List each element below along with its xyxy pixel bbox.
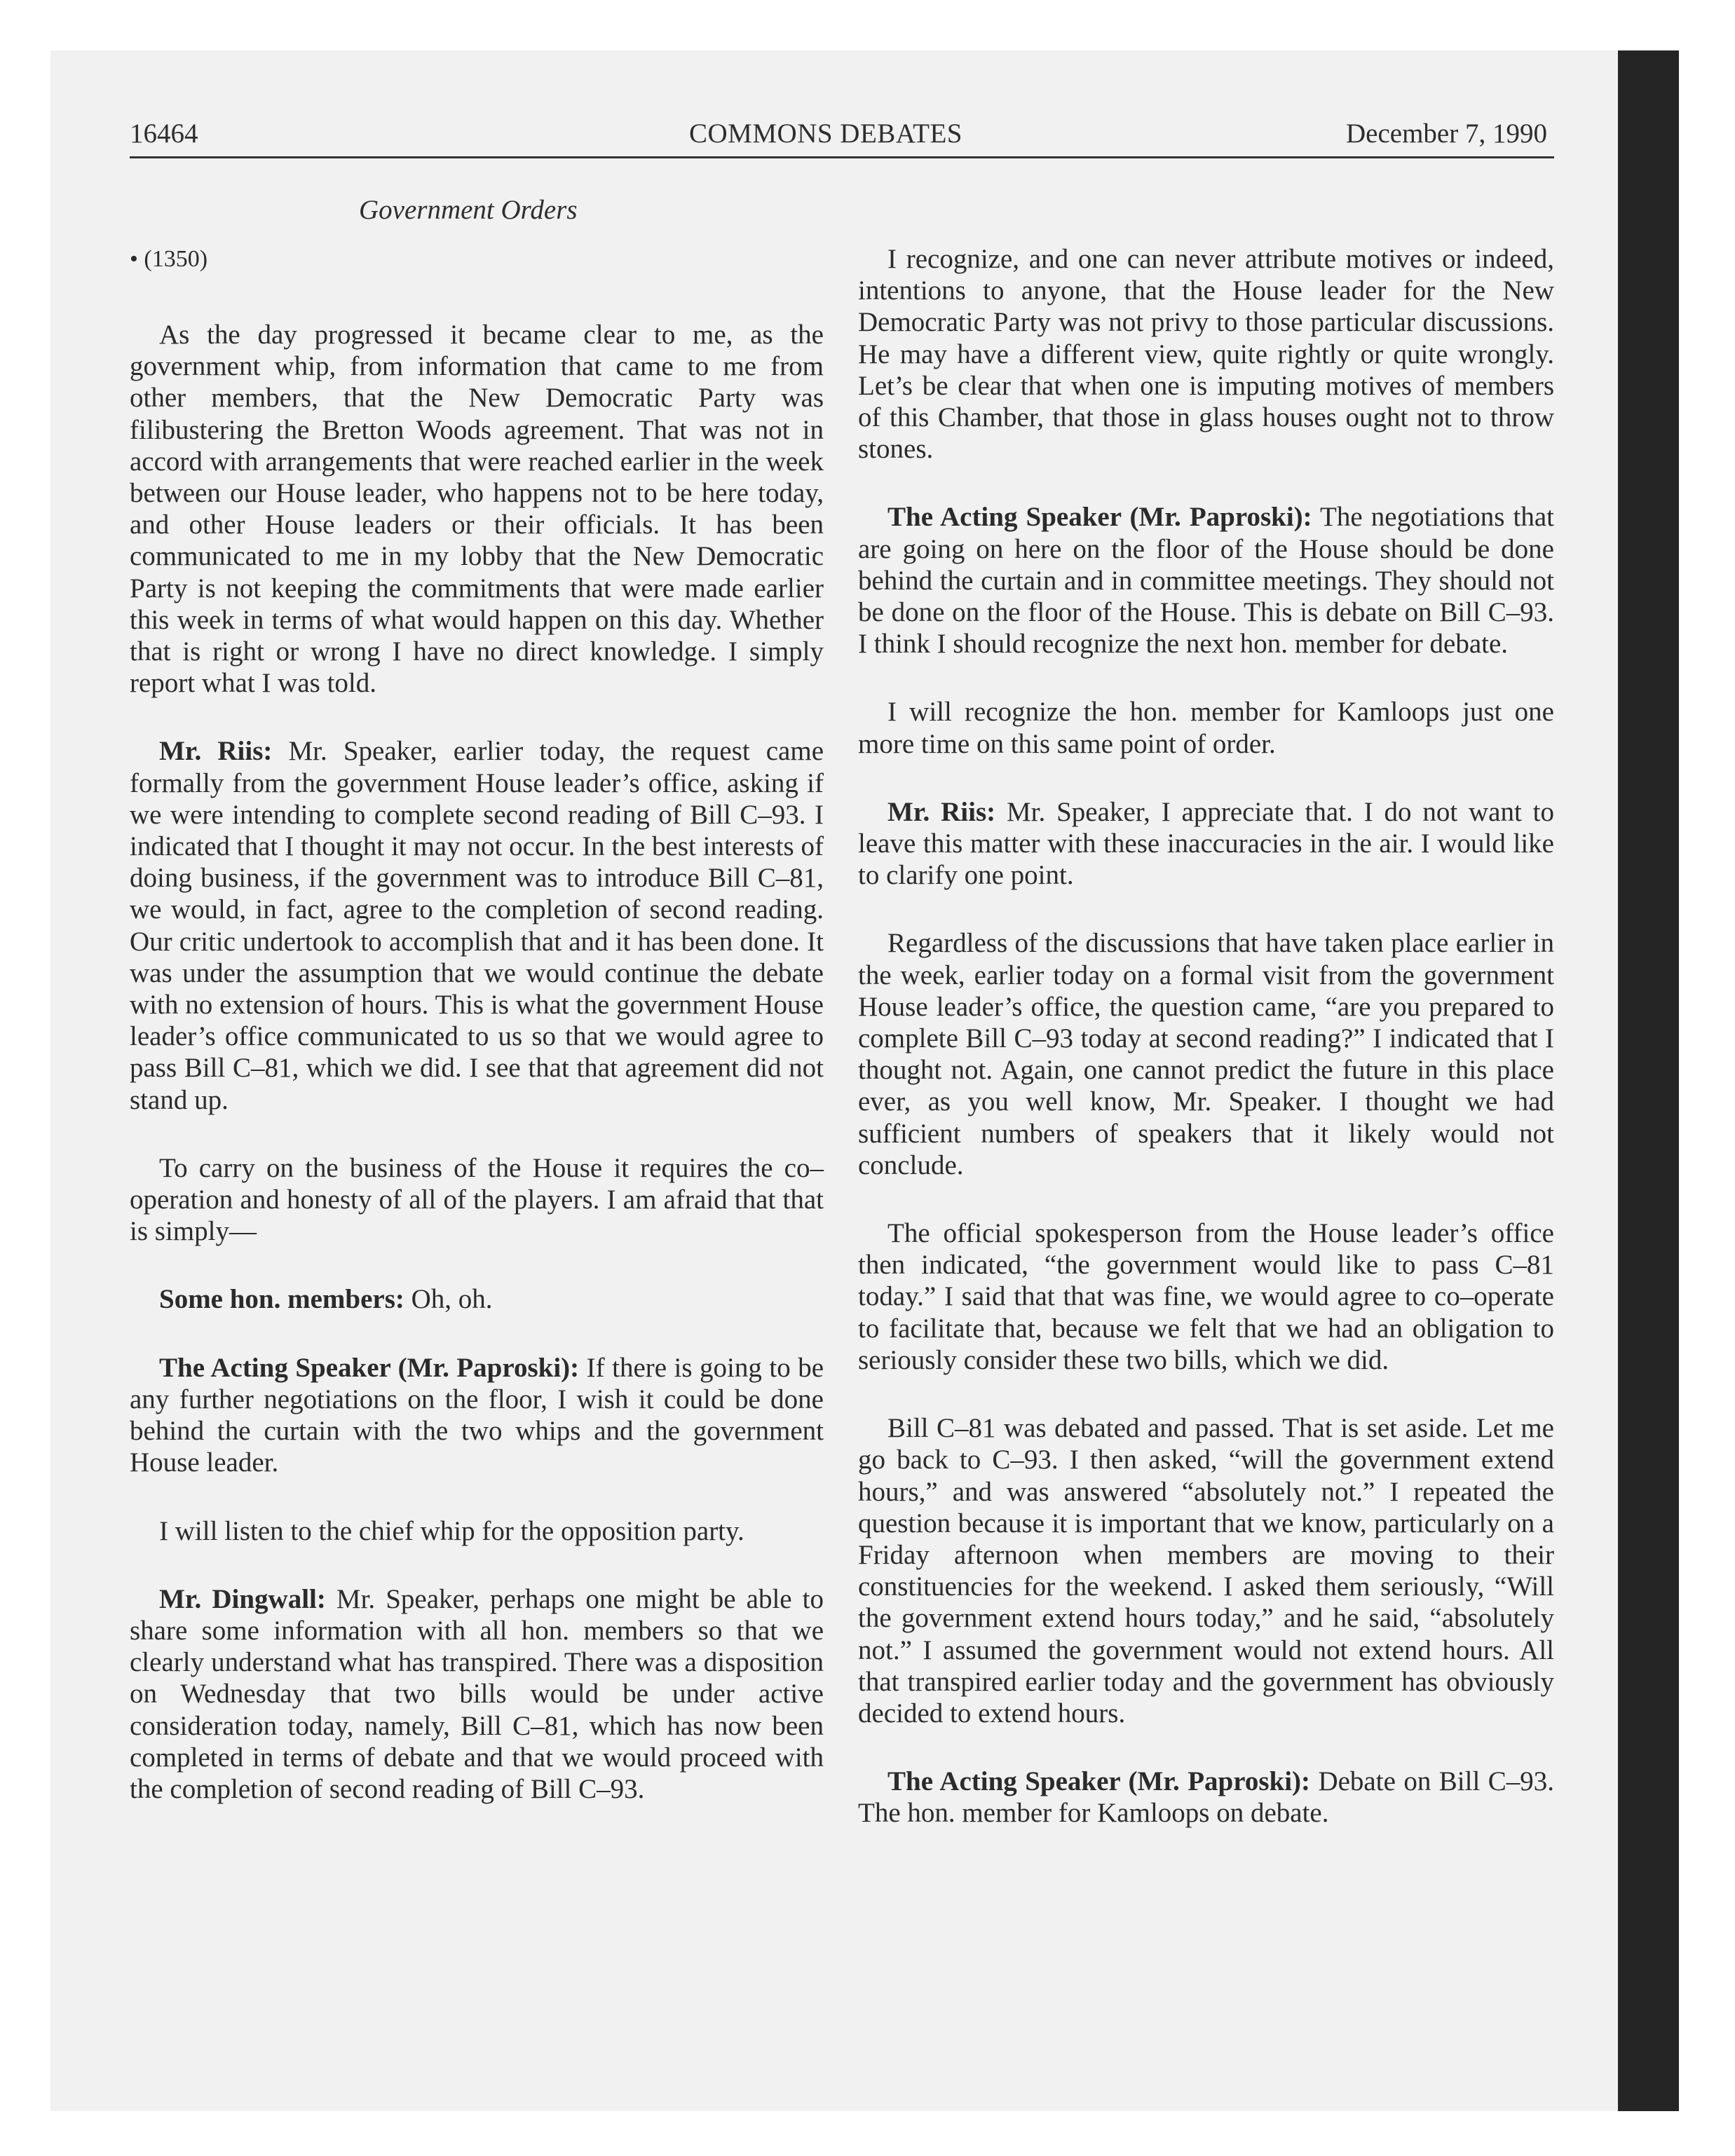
paragraph xyxy=(858,1766,1554,1829)
scan-dark-edge xyxy=(1618,50,1679,2111)
publication-date: December 7, 1990 xyxy=(1346,118,1547,149)
header-rule xyxy=(130,156,1554,158)
time-marker: • (1350) xyxy=(130,246,208,272)
paragraph-text: I recognize, and one can never attribute motives or indeed, intentions to anyone, that the House leader for the New Democratic Party was not privy to those particular discussions. He may have a different view, quite rightly or quite wrongly. Let’s be clear that when one is imputing motives of members of this Chamber, that those in glass houses ought not to throw stones. xyxy=(858,244,1554,465)
right-column xyxy=(858,243,1554,1866)
speaker-label: Mr. Riis: xyxy=(159,736,273,767)
paragraph xyxy=(858,696,1554,759)
paragraph xyxy=(858,501,1554,660)
paragraph xyxy=(130,1152,824,1248)
paragraph-text: Regardless of the discussions that have taken place earlier in the week, earlier today on a formal visit from the government House leader’s office, the question came, “are you prepared to complete Bill C–93 today at second reading?” I indicated that I thought not. Again, one cannot predict the future in this place ever, as you well know, Mr. Speaker. I thought we had sufficient numbers of speakers that it likely would not conclude. xyxy=(858,928,1554,1180)
paragraph-text: I will recognize the hon. member for Kamloops just one more time on this same point of order. xyxy=(858,697,1554,759)
paragraph xyxy=(858,1217,1554,1376)
speaker-label: The Acting Speaker (Mr. Paproski): xyxy=(887,502,1312,533)
paragraph-text: If there is going to be any further negotiations on the floor, I wish it could be done behind the curtain with the two whips and the government House leader. xyxy=(130,1352,824,1478)
page-number: 16464 xyxy=(130,118,198,149)
speaker-label: Some hon. members: xyxy=(159,1284,404,1315)
speaker-label: Mr. Riis: xyxy=(887,796,996,827)
paragraph-text: Bill C–81 was debated and passed. That is set aside. Let me go back to C–93. I then asked, “will the government extend hours,” and was answered “absolutely not.” I repeated the question because it is important that we know, particularly on a Friday afternoon when members are moving to their constituencies for the weekend. I asked them seriously, “Will the government extend hours today,” and he said, “absolutely not.” I assumed the government would not extend hours. All that transpired earlier today and the government has obviously decided to extend hours. xyxy=(858,1413,1554,1728)
paragraph-text: The official spokesperson from the House leader’s office then indicated, “the government would like to pass C–81 today.” I said that that was fine, we would agree to co–operate to facilitate that, because we felt that we had an obligation to seriously consider these two bills, which we did. xyxy=(858,1218,1554,1375)
paragraph xyxy=(130,1515,824,1547)
paragraph xyxy=(130,1352,824,1479)
publication-title: COMMONS DEBATES xyxy=(689,118,962,149)
paragraph-text: To carry on the business of the House it requires the co–operation and honesty of all of the players. I am afraid that that is simply— xyxy=(130,1152,824,1247)
paragraph xyxy=(858,1412,1554,1729)
paragraph xyxy=(130,735,824,1115)
speaker-label: The Acting Speaker (Mr. Paproski): xyxy=(887,1766,1310,1797)
paragraph-text: As the day progressed it became clear to me, as the government whip, from information that came to me from other members, that the New Democratic Party was filibustering the Bretton Woods agreement. That was not in accord with arrangements that were reached earlier in the week between our House leader, who happens not to be here today, and other House leaders or their officials. It has been communicated to me in my lobby that the New Democratic Party is not keeping the commitments that were made earlier this week in terms of what would happen on this day. Whether that is right or wrong I have no direct knowledge. I simply report what I was told. xyxy=(130,320,824,699)
paragraph-text: Oh, oh. xyxy=(411,1284,493,1315)
paragraph xyxy=(130,319,824,699)
paragraph-text: Mr. Speaker, perhaps one might be able to share some information with all hon. members so that we clearly understand what has transpired. There was a disposition on Wednesday that two bills would be under active consideration today, namely, Bill C–81, which has now been completed in terms of debate and that we would proceed with the completion of second reading of Bill C–93. xyxy=(130,1583,824,1804)
paragraph-text: Mr. Speaker, I appreciate that. I do not want to leave this matter with these inaccuracies in the air. I would like to clarify one point. xyxy=(858,796,1554,891)
paragraph xyxy=(130,1583,824,1805)
speaker-label: Mr. Dingwall: xyxy=(159,1583,326,1614)
paragraph xyxy=(858,243,1554,465)
paragraph-text: I will listen to the chief whip for the opposition party. xyxy=(159,1515,744,1546)
paragraph xyxy=(858,927,1554,1181)
left-column xyxy=(130,243,824,1841)
paragraph-text: Mr. Speaker, earlier today, the request came formally from the government House leader’s office, asking if we were intending to complete second reading of Bill C–93. I indicated that I thought it may not occur. In the best interests of doing business, if the government was to introduce Bill C–81, we would, in fact, agree to the completion of second reading. Our critic undertook to accomplish that and it has been done. It was under the assumption that we would continue the debate with no extension of hours. This is what the government House leader’s office communicated to us so that we would agree to pass Bill C–81, which we did. I see that that agreement did not stand up. xyxy=(130,736,824,1115)
paragraph-text: The negotiations that are going on here on the floor of the House should be done behind the curtain and in committee meetings. They should not be done on the floor of the House. This is debate on Bill C–93. I think I should recognize the next hon. member for debate. xyxy=(858,502,1555,660)
paragraph-text: Debate on Bill C–93. The hon. member for Kamloops on debate. xyxy=(858,1766,1555,1829)
speaker-label: The Acting Speaker (Mr. Paproski): xyxy=(159,1352,580,1383)
spacer xyxy=(130,275,824,319)
paragraph xyxy=(858,796,1554,892)
section-title: Government Orders xyxy=(359,195,578,225)
paragraph xyxy=(130,1283,824,1315)
